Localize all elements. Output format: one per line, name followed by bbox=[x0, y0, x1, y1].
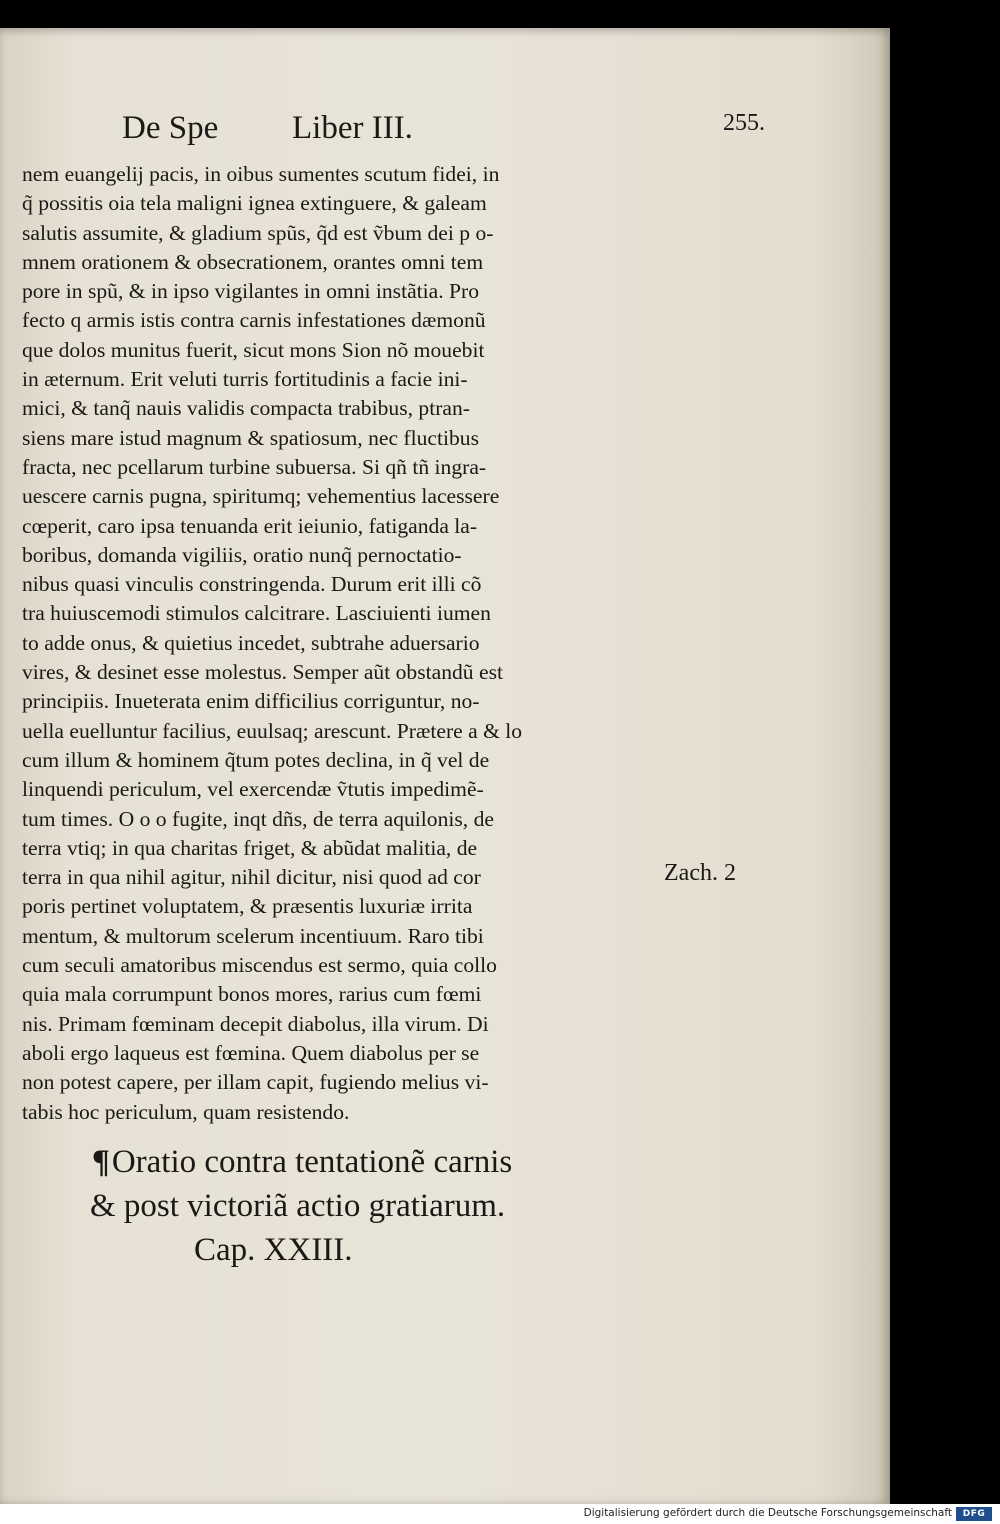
text-line: nem euangelij pacis, in oibus sumentes scutum fidei, in bbox=[22, 162, 500, 186]
dfg-logo: DFG bbox=[956, 1507, 992, 1521]
text-line: in æternum. Erit veluti turris fortitudinis a facie ini- bbox=[22, 367, 468, 392]
text-line: quia mala corrumpunt bonos mores, rarius cum fœmi bbox=[22, 982, 482, 1007]
text-line: uella euelluntur facilius, euulsaq; arescunt. Prætere a & lo bbox=[22, 718, 523, 743]
body-text bbox=[22, 160, 662, 1127]
page-header bbox=[122, 110, 765, 160]
folio-number: 255. bbox=[723, 110, 765, 136]
text-line: nibus quasi vinculis constringenda. Durum erit illi cõ bbox=[22, 572, 482, 597]
book-page bbox=[0, 28, 890, 1504]
running-title: De Spe bbox=[122, 110, 219, 146]
text-line: tum times. O o o fugite, inqt dñs, de terra aquilonis, de bbox=[22, 806, 494, 831]
text-line: mnem orationem & obsecrationem, orantes omni tem bbox=[22, 249, 484, 274]
chapter-heading bbox=[86, 1140, 646, 1272]
pilcrow-mark: ¶ bbox=[92, 1144, 110, 1180]
text-line: to adde onus, & quietius incedet, subtrahe aduersario bbox=[22, 630, 480, 655]
funding-credit: Digitalisierung gefördert durch die Deutsche Forschungsgemeinschaft bbox=[583, 1507, 952, 1519]
text-line: mici, & tanq̃ nauis validis compacta trabibus, ptran- bbox=[22, 396, 470, 421]
text-line: boribus, domanda vigiliis, oratio nunq̃ pernoctatio- bbox=[22, 542, 462, 567]
text-line: q̃ possitis oia tela maligni ignea extinguere, & galeam bbox=[22, 191, 487, 216]
text-line: siens mare istud magnum & spatiosum, nec fluctibus bbox=[22, 425, 480, 450]
text-line: vires, & desinet esse molestus. Semper aũt obstandũ est bbox=[22, 660, 503, 685]
text-line: cum seculi amatoribus miscendus est sermo, quia collo bbox=[22, 953, 497, 978]
text-line: cum illum & hominem q̃tum potes declina, in q̃ vel de bbox=[22, 747, 490, 772]
text-line: tra huiuscemodi stimulos calcitrare. Lasciuienti iumen bbox=[22, 601, 491, 626]
text-line: terra vtiq; in qua charitas friget, & abũdat malitia, de bbox=[22, 835, 478, 860]
margin-note: Zach. 2 bbox=[664, 860, 736, 886]
text-line: terra in qua nihil agitur, nihil dicitur, nisi quod ad cor bbox=[22, 865, 481, 890]
text-line: fecto q armis istis contra carnis infestationes dæmonũ bbox=[22, 308, 486, 333]
text-line: salutis assumite, & gladium spũs, q̃d est ṽbum dei p o- bbox=[22, 220, 494, 245]
text-line: poris pertinet voluptatem, & præsentis luxuriæ irrita bbox=[22, 894, 473, 919]
text-line: uescere carnis pugna, spiritumq; vehementius lacessere bbox=[22, 484, 500, 509]
text-line: non potest capere, per illam capit, fugiendo melius vi- bbox=[22, 1070, 489, 1095]
text-line: tabis hoc periculum, quam resistendo. bbox=[22, 1099, 350, 1124]
text-line: nis. Primam fœminam decepit diabolus, illa virum. Di bbox=[22, 1011, 489, 1036]
text-line: pore in spũ, & in ipso vigilantes in omni instãtia. Pro bbox=[22, 279, 480, 304]
text-line: que dolos munitus fuerit, sicut mons Sion nõ mouebit bbox=[22, 337, 485, 362]
text-line: mentum, & multorum scelerum incentiuum. Raro tibi bbox=[22, 923, 484, 948]
chapter-heading-text: Oratio contra tentationẽ carnis bbox=[111, 1144, 513, 1180]
text-line: cœperit, caro ipsa tenuanda erit ieiunio, fatiganda la- bbox=[22, 513, 478, 538]
text-line: fracta, nec pcellarum turbine subuersa. Si qñ tñ ingra- bbox=[22, 454, 487, 479]
text-line: linquendi periculum, vel exercendæ ṽtutis impedimẽ- bbox=[22, 777, 484, 802]
text-line: aboli ergo laqueus est fœmina. Quem diabolus per se bbox=[22, 1040, 480, 1065]
chapter-number: Cap. XXIII. bbox=[194, 1232, 353, 1268]
footer-bar bbox=[0, 1504, 1000, 1524]
chapter-heading-line bbox=[86, 1140, 646, 1184]
book-label: Liber III. bbox=[292, 110, 413, 146]
text-line: principiis. Inueterata enim difficilius corriguntur, no- bbox=[22, 689, 480, 714]
chapter-heading-line: & post victoriã actio gratiarum. bbox=[90, 1188, 506, 1224]
